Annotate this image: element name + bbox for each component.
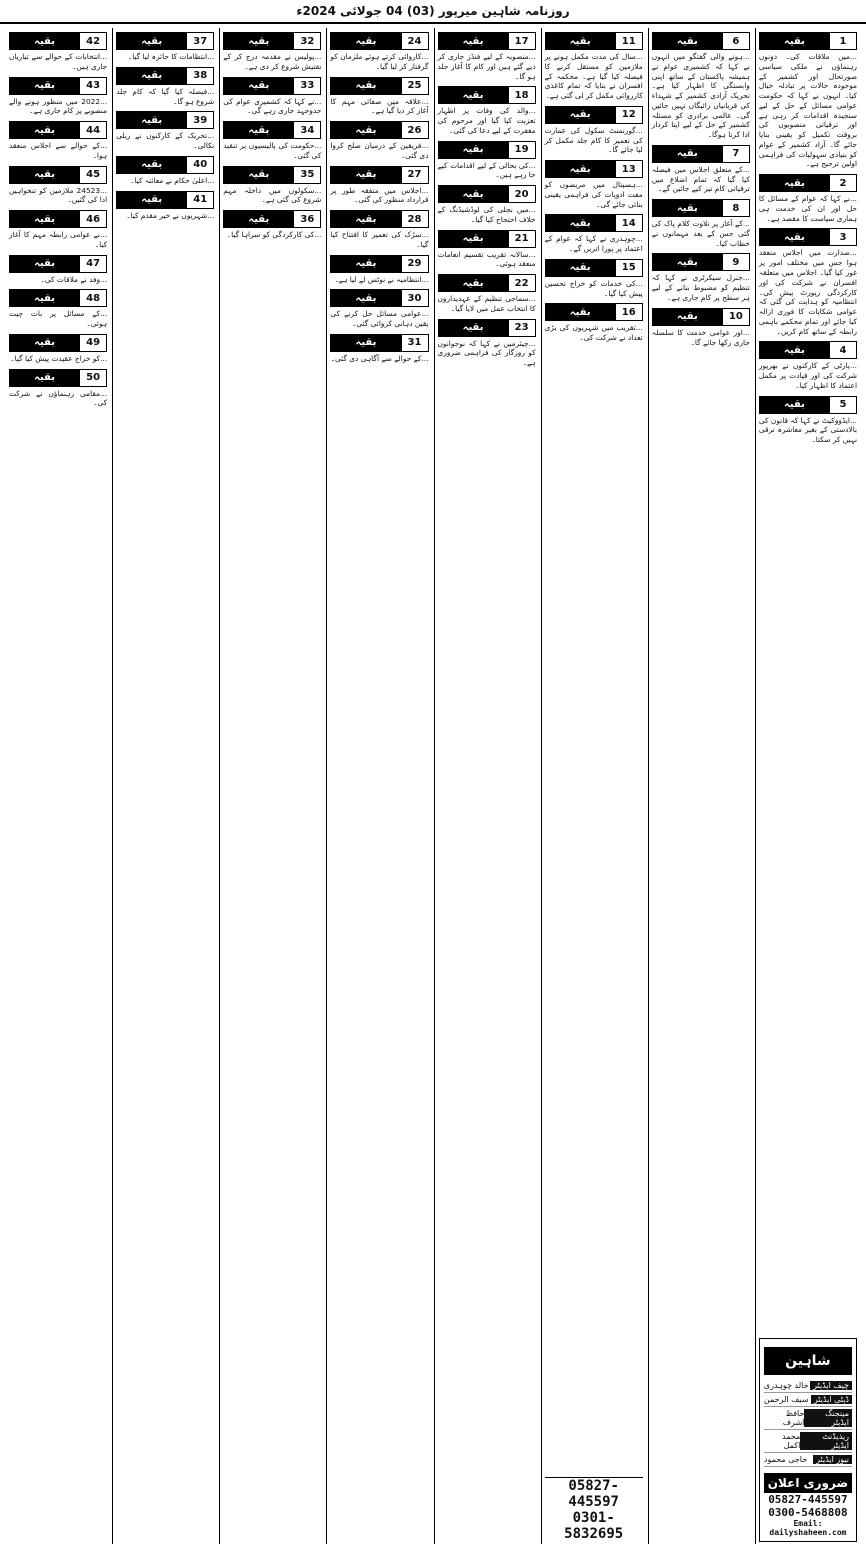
news-item bbox=[116, 65, 214, 107]
badge-number: 12 bbox=[615, 107, 642, 123]
badge-word: بقیہ bbox=[331, 78, 400, 94]
news-item bbox=[330, 164, 428, 206]
article-text: ...انتظامات کا جائزہ لیا گیا۔ bbox=[127, 52, 215, 61]
contact-phone: 0300-5468808 bbox=[768, 1506, 848, 1519]
article-text: ...کی بحالی کے لیے اقدامات کیے جا رہے ہیں۔ bbox=[437, 160, 536, 180]
news-item bbox=[116, 154, 214, 186]
news-item bbox=[9, 367, 107, 409]
continuation-badge bbox=[223, 32, 321, 50]
article-text: ...نے کہا کہ عوام کے مسائل کا حل اور ان کی خدمت ہی ہماری سیاست کا مقصد ہے۔ bbox=[758, 194, 857, 223]
staff-name: حاجی محمود bbox=[763, 1455, 808, 1464]
article-text: ...24523 ملازمین کو تنخواہیں ادا کی گئیں۔ bbox=[9, 185, 108, 205]
badge-number: 33 bbox=[293, 78, 320, 94]
news-item bbox=[223, 75, 321, 117]
continuation-badge bbox=[330, 121, 428, 139]
continuation-badge bbox=[545, 259, 643, 277]
badge-word: بقیہ bbox=[331, 33, 400, 49]
news-item bbox=[223, 208, 321, 240]
badge-word: بقیہ bbox=[760, 397, 829, 413]
article-text: ...کے حوالے سے آگاہی دی گئی۔ bbox=[330, 353, 429, 363]
badge-number: 18 bbox=[508, 87, 535, 103]
news-item bbox=[652, 197, 750, 248]
continuation-badge bbox=[545, 214, 643, 232]
contact-phone: 05827-445597 bbox=[768, 1493, 848, 1506]
continuation-badge bbox=[330, 255, 428, 273]
news-item bbox=[545, 104, 643, 155]
continuation-badge bbox=[223, 166, 321, 184]
news-item bbox=[759, 30, 857, 169]
continuation-badge bbox=[116, 111, 214, 129]
news-item bbox=[9, 75, 107, 117]
badge-word: بقیہ bbox=[10, 211, 79, 227]
badge-word: بقیہ bbox=[117, 68, 186, 84]
news-item bbox=[223, 30, 321, 72]
news-item bbox=[652, 143, 750, 194]
staff-role: ریذیڈنٹ ایڈیٹر bbox=[800, 1432, 852, 1450]
continuation-badge bbox=[438, 32, 536, 50]
article-text: ...چوہدری نے کہا کہ عوام کے اعتماد پر پورا اتریں گے۔ bbox=[544, 234, 643, 254]
news-item bbox=[652, 251, 750, 302]
badge-number: 4 bbox=[829, 342, 856, 358]
news-column bbox=[6, 28, 110, 1544]
article-text: ...کے متعلق اجلاس میں فیصلہ کیا گیا کہ تمام اضلاع میں ترقیاتی کام تیز کیے جائیں گے۔ bbox=[651, 164, 750, 194]
badge-word: بقیہ bbox=[760, 229, 829, 245]
news-item bbox=[545, 301, 643, 343]
news-item bbox=[9, 253, 107, 285]
continuation-badge bbox=[759, 341, 857, 359]
badge-number: 31 bbox=[401, 335, 428, 351]
continuation-badge bbox=[759, 32, 857, 50]
badge-number: 26 bbox=[401, 122, 428, 138]
news-item bbox=[759, 394, 857, 445]
badge-word: بقیہ bbox=[546, 215, 615, 231]
news-item bbox=[9, 208, 107, 250]
badge-number: 22 bbox=[508, 275, 535, 291]
news-column bbox=[755, 28, 860, 1544]
badge-number: 24 bbox=[401, 33, 428, 49]
staff-role: چیف ایڈیٹر bbox=[810, 1381, 852, 1390]
article-text: ...علاقہ میں صفائی مہم کا آغاز کر دیا گیا ہے۔ bbox=[330, 96, 429, 116]
news-item bbox=[438, 183, 536, 225]
article-text: ...منصوبہ کے لیے فنڈز جاری کر دیے گئے ہیں اور کام کا آغاز جلد ہو گا۔ bbox=[437, 52, 536, 81]
badge-number: 25 bbox=[401, 78, 428, 94]
article-text: ...ایڈووکیٹ نے کہا کہ قانون کی بالادستی کے بغیر معاشرہ ترقی نہیں کر سکتا۔ bbox=[758, 415, 857, 445]
news-item bbox=[545, 257, 643, 299]
badge-number: 8 bbox=[722, 200, 749, 216]
article-text: ...اجلاس میں متفقہ طور پر قرارداد منظور کی گئی۔ bbox=[330, 185, 429, 205]
continuation-badge bbox=[330, 77, 428, 95]
article-text: ...میں بجلی کی لوڈشیڈنگ کے خلاف احتجاج کیا گیا۔ bbox=[437, 205, 536, 224]
news-item bbox=[9, 119, 107, 161]
badge-word: بقیہ bbox=[760, 342, 829, 358]
continuation-badge bbox=[223, 210, 321, 228]
news-column bbox=[541, 28, 646, 1544]
contact-email: Email: dailyshaheen.com bbox=[769, 1519, 847, 1537]
staff-name: سیف الرحمن bbox=[763, 1395, 809, 1404]
badge-word: بقیہ bbox=[10, 335, 79, 351]
badge-number: 45 bbox=[79, 167, 106, 183]
news-item bbox=[116, 30, 214, 62]
badge-word: بقیہ bbox=[10, 78, 79, 94]
continuation-badge bbox=[116, 67, 214, 85]
badge-word: بقیہ bbox=[117, 112, 186, 128]
continuation-badge bbox=[330, 32, 428, 50]
badge-word: بقیہ bbox=[224, 122, 293, 138]
article-text: ...حکومت کی پالیسیوں پر تنقید کی گئی۔ bbox=[223, 141, 322, 160]
article-text: ...شہریوں نے خیر مقدم کیا۔ bbox=[126, 210, 215, 220]
badge-number: 47 bbox=[79, 256, 106, 272]
continuation-badge bbox=[330, 166, 428, 184]
badge-number: 19 bbox=[508, 142, 535, 158]
continuation-badge bbox=[330, 210, 428, 228]
article-text: ...نے کہا کہ کشمیری عوام کی جدوجہد جاری رہے گی۔ bbox=[223, 96, 322, 116]
badge-word: بقیہ bbox=[546, 107, 615, 123]
news-item bbox=[652, 30, 750, 140]
page-header bbox=[0, 0, 866, 24]
article-text: ...سڑک کی تعمیر کا افتتاح کیا گیا۔ bbox=[330, 230, 429, 249]
news-item bbox=[330, 253, 428, 285]
continuation-badge bbox=[9, 32, 107, 50]
staff-role: نیوز ایڈیٹر bbox=[813, 1455, 852, 1464]
badge-word: بقیہ bbox=[224, 78, 293, 94]
article-text: ...صدارت میں اجلاس منعقد ہوا جس میں مختلف امور پر غور کیا گیا۔ اجلاس میں متعلقہ افسران نے شرکت کی اور کارکردگی رپورٹ پیش کی۔ انتظامیہ کو ہدایت کی گئی کہ عوامی شکایات کا فوری ازالہ کیا جائے اور تمام محکمے باہمی رابطہ کے ساتھ کام کریں۔ bbox=[758, 248, 857, 336]
continuation-badge bbox=[330, 334, 428, 352]
continuation-badge bbox=[9, 334, 107, 352]
badge-word: بقیہ bbox=[546, 161, 615, 177]
badge-word: بقیہ bbox=[10, 290, 79, 306]
badge-number: 3 bbox=[829, 229, 856, 245]
news-column bbox=[219, 28, 324, 1544]
badge-word: بقیہ bbox=[10, 370, 79, 386]
news-item bbox=[759, 339, 857, 390]
article-text: ...کو خراج عقیدت پیش کیا گیا۔ bbox=[10, 353, 108, 363]
footer-phone-2: 0301-5832695 bbox=[564, 1510, 624, 1542]
badge-number: 17 bbox=[508, 33, 535, 49]
continuation-badge bbox=[438, 230, 536, 248]
continuation-badge bbox=[9, 255, 107, 273]
badge-number: 6 bbox=[722, 33, 749, 49]
badge-word: بقیہ bbox=[439, 87, 508, 103]
article-text: ...2022 میں منظور ہونے والے منصوبے پر کام جاری ہے۔ bbox=[9, 96, 108, 116]
badge-number: 46 bbox=[79, 211, 106, 227]
badge-word: بقیہ bbox=[10, 33, 79, 49]
badge-word: بقیہ bbox=[331, 211, 400, 227]
news-item bbox=[9, 30, 107, 72]
continuation-badge bbox=[438, 319, 536, 337]
badge-number: 21 bbox=[508, 231, 535, 247]
badge-number: 37 bbox=[186, 33, 213, 49]
article-text: ...نے عوامی رابطہ مہم کا آغاز کیا۔ bbox=[9, 230, 108, 249]
news-item bbox=[759, 226, 857, 336]
badge-number: 23 bbox=[508, 320, 535, 336]
badge-number: 7 bbox=[722, 146, 749, 162]
article-text: ...عوامی مسائل حل کرنے کی یقین دہانی کروائی گئی۔ bbox=[330, 309, 429, 329]
continuation-badge bbox=[438, 185, 536, 203]
badge-word: بقیہ bbox=[439, 186, 508, 202]
badge-number: 15 bbox=[615, 260, 642, 276]
continuation-badge bbox=[545, 32, 643, 50]
continuation-badge bbox=[438, 86, 536, 104]
badge-number: 5 bbox=[829, 397, 856, 413]
continuation-badge bbox=[545, 303, 643, 321]
news-item bbox=[438, 139, 536, 181]
badge-number: 27 bbox=[401, 167, 428, 183]
badge-word: بقیہ bbox=[546, 304, 615, 320]
badge-word: بقیہ bbox=[331, 256, 400, 272]
badge-number: 39 bbox=[186, 112, 213, 128]
continuation-badge bbox=[759, 396, 857, 414]
article-text: ...سال کی مدت مکمل ہونے پر ملازمین کو مستقل کرنے کا فیصلہ کیا گیا ہے۔ محکمہ کے افسران نے بتایا کہ تمام کاغذی کارروائی مکمل کر لی گئی ہے۔ bbox=[544, 52, 643, 101]
badge-word: بقیہ bbox=[10, 256, 79, 272]
continuation-badge bbox=[652, 199, 750, 217]
continuation-badge bbox=[9, 121, 107, 139]
badge-number: 48 bbox=[79, 290, 106, 306]
badge-number: 16 bbox=[615, 304, 642, 320]
badge-word: بقیہ bbox=[117, 192, 186, 208]
badge-word: بقیہ bbox=[10, 122, 79, 138]
badge-word: بقیہ bbox=[117, 33, 186, 49]
news-column bbox=[434, 28, 539, 1544]
badge-word: بقیہ bbox=[546, 260, 615, 276]
article-text: ...پارٹی کے کارکنوں نے بھرپور شرکت کی اور قیادت پر مکمل اعتماد کا اظہار کیا۔ bbox=[758, 361, 857, 390]
continuation-badge bbox=[223, 121, 321, 139]
continuation-badge bbox=[9, 289, 107, 307]
news-item bbox=[330, 287, 428, 329]
staff-row bbox=[764, 1379, 852, 1393]
continuation-badge bbox=[759, 228, 857, 246]
badge-word: بقیہ bbox=[224, 167, 293, 183]
badge-word: بقیہ bbox=[439, 320, 508, 336]
article-text: ...اعلیٰ حکام نے معائنہ کیا۔ bbox=[130, 175, 215, 185]
continuation-badge bbox=[9, 210, 107, 228]
article-text: ...انتظامیہ نے نوٹس لے لیا ہے۔ bbox=[334, 274, 429, 284]
staff-name: خالد چوہدری bbox=[763, 1381, 809, 1390]
badge-number: 13 bbox=[615, 161, 642, 177]
staff-role: مینجنگ ایڈیٹر bbox=[804, 1409, 852, 1427]
badge-number: 49 bbox=[79, 335, 106, 351]
continuation-badge bbox=[116, 32, 214, 50]
news-item bbox=[330, 332, 428, 364]
footer-phone-1: 05827-445597 bbox=[568, 1478, 619, 1510]
continuation-badge bbox=[652, 253, 750, 271]
news-item bbox=[545, 158, 643, 209]
badge-word: بقیہ bbox=[224, 33, 293, 49]
news-item bbox=[330, 208, 428, 250]
badge-word: بقیہ bbox=[224, 211, 293, 227]
article-text: ...انتخابات کے حوالے سے تیاریاں جاری ہیں۔ bbox=[9, 52, 108, 71]
badge-number: 1 bbox=[829, 33, 856, 49]
columns-container bbox=[6, 28, 860, 1544]
article-text: ...مقامی رہنماؤں نے شرکت کی۔ bbox=[9, 388, 108, 408]
badge-number: 28 bbox=[401, 211, 428, 227]
page-title: روزنامہ شاہین میرپور (03) 04 جولائی 2024ء bbox=[296, 4, 570, 18]
continuation-badge bbox=[116, 156, 214, 174]
continuation-badge bbox=[759, 174, 857, 192]
news-item bbox=[116, 189, 214, 221]
badge-number: 29 bbox=[401, 256, 428, 272]
news-item bbox=[438, 317, 536, 368]
news-item bbox=[223, 164, 321, 206]
news-item bbox=[9, 164, 107, 206]
news-item bbox=[330, 119, 428, 161]
badge-word: بقیہ bbox=[546, 33, 615, 49]
continuation-badge bbox=[652, 32, 750, 50]
continuation-badge bbox=[116, 191, 214, 209]
article-text: ...کی کارکردگی کو سراہا گیا۔ bbox=[226, 230, 322, 240]
continuation-badge bbox=[545, 106, 643, 124]
badge-number: 2 bbox=[829, 175, 856, 191]
badge-number: 42 bbox=[79, 33, 106, 49]
article-text: ...سالانہ تقریب تقسیم انعامات منعقد ہوئی۔ bbox=[437, 249, 536, 269]
badge-number: 34 bbox=[293, 122, 320, 138]
article-text: ...وفد نے ملاقات کی۔ bbox=[40, 274, 108, 284]
news-column bbox=[112, 28, 217, 1544]
article-text: ...سکولوں میں داخلہ مہم شروع کی گئی ہے۔ bbox=[223, 185, 322, 205]
article-text: ...گورنمنٹ سکول کی عمارت کی تعمیر کا کام جلد مکمل کر لیا جائے گا۔ bbox=[544, 125, 643, 155]
badge-word: بقیہ bbox=[331, 290, 400, 306]
badge-word: بقیہ bbox=[653, 33, 722, 49]
badge-word: بقیہ bbox=[760, 33, 829, 49]
badge-number: 20 bbox=[508, 186, 535, 202]
badge-number: 41 bbox=[186, 192, 213, 208]
article-text: ...اور عوامی خدمت کا سلسلہ جاری رکھا جائے گا۔ bbox=[651, 327, 750, 347]
article-text: ...تقریب میں شہریوں کی بڑی تعداد نے شرکت کی۔ bbox=[544, 323, 643, 343]
article-text: ...تحریک کے کارکنوں نے ریلی نکالی۔ bbox=[116, 131, 215, 151]
news-item bbox=[438, 30, 536, 81]
article-text: ...ہسپتال میں مریضوں کو مفت ادویات کی فراہمی یقینی بنائی جائے گی۔ bbox=[544, 180, 643, 209]
announcement-title: ضروری اعلان bbox=[764, 1473, 852, 1493]
footer-phones bbox=[545, 1477, 643, 1542]
article-text: ...کے حوالے سے اجلاس منعقد ہوا۔ bbox=[9, 141, 108, 160]
continuation-badge bbox=[9, 369, 107, 387]
badge-number: 35 bbox=[293, 167, 320, 183]
badge-number: 10 bbox=[722, 309, 749, 325]
badge-number: 40 bbox=[186, 157, 213, 173]
badge-number: 43 bbox=[79, 78, 106, 94]
badge-word: بقیہ bbox=[331, 335, 400, 351]
staff-row bbox=[764, 1430, 852, 1453]
article-text: ...چیئرمین نے کہا کہ نوجوانوں کو روزگار کی فراہمی ضروری ہے۔ bbox=[437, 338, 536, 368]
continuation-badge bbox=[9, 166, 107, 184]
article-text: ...سماجی تنظیم کے عہدیداروں کا انتخاب عمل میں لایا گیا۔ bbox=[437, 294, 536, 313]
badge-word: بقیہ bbox=[760, 175, 829, 191]
continuation-badge bbox=[545, 160, 643, 178]
badge-number: 9 bbox=[722, 254, 749, 270]
badge-number: 50 bbox=[79, 370, 106, 386]
badge-word: بقیہ bbox=[439, 142, 508, 158]
badge-word: بقیہ bbox=[653, 254, 722, 270]
continuation-badge bbox=[330, 289, 428, 307]
news-column bbox=[326, 28, 431, 1544]
continuation-badge bbox=[223, 77, 321, 95]
news-item bbox=[652, 306, 750, 348]
continuation-badge bbox=[9, 77, 107, 95]
continuation-badge bbox=[438, 274, 536, 292]
badge-number: 38 bbox=[186, 68, 213, 84]
article-text: ...کاروائی کرتے ہوئے ملزمان کو گرفتار کر لیا گیا۔ bbox=[330, 52, 429, 71]
news-item bbox=[330, 30, 428, 72]
news-item bbox=[438, 228, 536, 270]
staff-role: ڈپٹی ایڈیٹر bbox=[811, 1395, 852, 1404]
badge-word: بقیہ bbox=[331, 122, 400, 138]
badge-word: بقیہ bbox=[653, 309, 722, 325]
badge-word: بقیہ bbox=[653, 200, 722, 216]
news-item bbox=[759, 172, 857, 223]
badge-word: بقیہ bbox=[439, 275, 508, 291]
news-column bbox=[648, 28, 753, 1544]
badge-number: 14 bbox=[615, 215, 642, 231]
staff-row bbox=[764, 1393, 852, 1407]
badge-word: بقیہ bbox=[117, 157, 186, 173]
news-item bbox=[116, 109, 214, 151]
news-item bbox=[545, 30, 643, 101]
continuation-badge bbox=[438, 141, 536, 159]
article-text: ...والد کی وفات پر اظہار تعزیت کیا گیا اور مرحوم کی مغفرت کے لیے دعا کی گئی۔ bbox=[437, 106, 536, 135]
article-text: ...فیصلہ کیا گیا کہ کام جلد شروع ہو گا۔ bbox=[116, 86, 215, 106]
badge-number: 36 bbox=[293, 211, 320, 227]
news-item bbox=[9, 332, 107, 364]
badge-number: 32 bbox=[293, 33, 320, 49]
article-text: ...ہونے والی گفتگو میں انہوں نے کہا کہ کشمیری عوام نے ہمیشہ پاکستان کے ساتھ اپنی وابستگی کا اظہار کیا ہے۔ تحریک آزادی کشمیر کے شہداء کی قربانیاں رائیگاں نہیں جائیں گی۔ عالمی برادری کو مسئلہ کشمیر کے حل کے لیے اپنا کردار ادا کرنا ہوگا۔ bbox=[651, 52, 750, 140]
article-text: ...فریقین کے درمیان صلح کروا دی گئی۔ bbox=[330, 141, 429, 160]
staff-name: محمد اکمل bbox=[782, 1432, 801, 1450]
staff-name: حافظ اشرف bbox=[782, 1409, 805, 1427]
badge-word: بقیہ bbox=[439, 231, 508, 247]
news-item bbox=[545, 212, 643, 254]
badge-number: 11 bbox=[615, 33, 642, 49]
newspaper-logo: شاہین bbox=[764, 1347, 852, 1375]
badge-word: بقیہ bbox=[10, 167, 79, 183]
article-text: ...پولیس نے مقدمہ درج کر کے تفتیش شروع کر دی ہے۔ bbox=[223, 52, 322, 71]
news-item bbox=[438, 84, 536, 135]
article-text: ...کی خدمات کو خراج تحسین پیش کیا گیا۔ bbox=[544, 278, 643, 298]
news-item bbox=[9, 287, 107, 329]
badge-number: 30 bbox=[401, 290, 428, 306]
badge-word: بقیہ bbox=[331, 167, 400, 183]
staff-row bbox=[764, 1407, 852, 1430]
staff-row bbox=[764, 1453, 852, 1467]
badge-number: 44 bbox=[79, 122, 106, 138]
continuation-badge bbox=[652, 145, 750, 163]
badge-word: بقیہ bbox=[653, 146, 722, 162]
article-text: ...کے آغاز پر تلاوت کلام پاک کی گئی جس کے بعد مہمانوں نے خطاب کیا۔ bbox=[651, 219, 750, 248]
article-text: ...میں ملاقات کی۔ دونوں رہنماؤں نے ملکی سیاسی صورتحال اور کشمیر کے موجودہ حالات پر تبادلہ خیال کیا۔ انہوں نے کہا کہ حکومت عوامی مسائل کے حل کے لیے سنجیدہ اقدامات کر رہی ہے اور ترقیاتی منصوبوں کی بروقت تکمیل کو یقینی بنایا جائے گا۔ آزاد کشمیر کے عوام کو بنیادی سہولیات کی فراہمی اولین ترجیح ہے۔ bbox=[758, 52, 857, 169]
continuation-badge bbox=[652, 308, 750, 326]
article-text: ...کے مسائل پر بات چیت ہوئی۔ bbox=[9, 309, 108, 329]
news-item bbox=[223, 119, 321, 161]
article-text: ...جنرل سیکرٹری نے کہا کہ تنظیم کو مضبوط بنانے کے لیے ہر سطح پر کام جاری ہے۔ bbox=[651, 273, 750, 303]
news-item bbox=[330, 75, 428, 117]
news-item bbox=[438, 272, 536, 314]
badge-word: بقیہ bbox=[439, 33, 508, 49]
masthead-box bbox=[759, 1338, 857, 1542]
